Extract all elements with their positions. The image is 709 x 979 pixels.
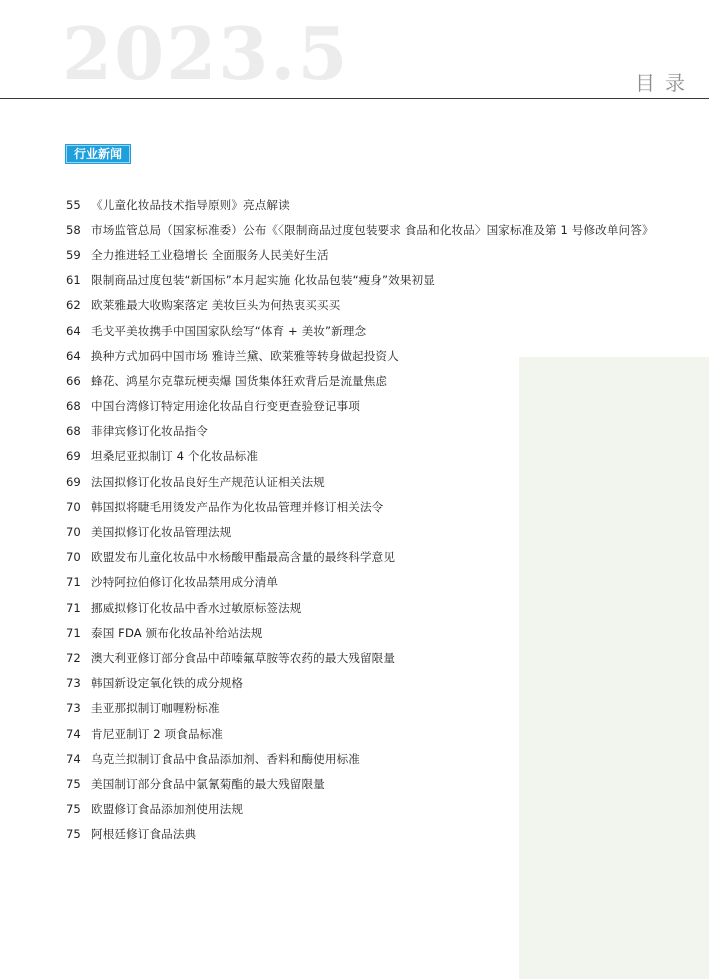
- toc-item-title: 韩国拟将睫毛用烫发产品作为化妆品管理并修订相关法令: [91, 499, 384, 514]
- toc-item[interactable]: [66, 545, 686, 570]
- toc-item-title: 限制商品过度包装“新国标”本月起实施 化妆品包装“瘦身”效果初显: [91, 273, 435, 288]
- toc-item[interactable]: [66, 570, 686, 595]
- toc-item-title: 挪威拟修订化妆品中香水过敏原标签法规: [91, 600, 302, 615]
- toc-item[interactable]: [66, 620, 686, 645]
- toc-page-number: 55: [66, 197, 81, 212]
- toc-item[interactable]: [66, 444, 686, 469]
- toc-page-number: 70: [66, 550, 81, 565]
- toc-item[interactable]: [66, 645, 686, 670]
- toc-page-number: 75: [66, 827, 81, 842]
- toc-item[interactable]: [66, 343, 686, 368]
- toc-list: [66, 192, 686, 847]
- page-title: 目录: [635, 71, 695, 95]
- toc-item-title: 泰国 FDA 颁布化妆品补给站法规: [91, 625, 263, 640]
- toc-item[interactable]: [66, 293, 686, 318]
- toc-page-number: 74: [66, 726, 81, 741]
- toc-page-number: 58: [66, 222, 81, 237]
- toc-page-number: 75: [66, 776, 81, 791]
- toc-item[interactable]: [66, 268, 686, 293]
- toc-page-number: 71: [66, 625, 81, 640]
- toc-page-number: 74: [66, 751, 81, 766]
- toc-page-number: 68: [66, 424, 81, 439]
- toc-item-title: 法国拟修订化妆品良好生产规范认证相关法规: [91, 474, 325, 489]
- toc-item[interactable]: [66, 721, 686, 746]
- toc-page-number: 61: [66, 273, 81, 288]
- toc-item-title: 美国拟修订化妆品管理法规: [91, 525, 232, 540]
- toc-page-number: 73: [66, 701, 81, 716]
- toc-item[interactable]: [66, 822, 686, 847]
- toc-page-number: 69: [66, 474, 81, 489]
- toc-page-number: 64: [66, 348, 81, 363]
- toc-page-number: 66: [66, 373, 81, 388]
- toc-item-title: 中国台湾修订特定用途化妆品自行变更查验登记事项: [91, 399, 360, 414]
- toc-item[interactable]: [66, 519, 686, 544]
- toc-item[interactable]: [66, 242, 686, 267]
- toc-item[interactable]: [66, 771, 686, 796]
- toc-page-number: 72: [66, 650, 81, 665]
- toc-item-title: 美国制订部分食品中氯氰菊酯的最大残留限量: [91, 776, 325, 791]
- toc-item[interactable]: [66, 746, 686, 771]
- toc-page-number: 62: [66, 298, 81, 313]
- toc-item-title: 圭亚那拟制订咖喱粉标准: [91, 701, 220, 716]
- toc-item-title: 换种方式加码中国市场 雅诗兰黛、欧莱雅等转身做起投资人: [91, 348, 399, 363]
- header-divider: [0, 98, 709, 99]
- toc-page-number: 70: [66, 499, 81, 514]
- toc-item-title: 《儿童化妆品技术指导原则》亮点解读: [91, 197, 290, 212]
- toc-item-title: 毛戈平美妆携手中国国家队绘写“体育 + 美妆”新理念: [91, 323, 367, 338]
- toc-item[interactable]: [66, 595, 686, 620]
- toc-item-title: 菲律宾修订化妆品指令: [91, 424, 208, 439]
- toc-item-title: 欧莱雅最大收购案落定 美妆巨头为何热衷买买买: [91, 298, 341, 313]
- toc-item-title: 蜂花、鸿星尔克靠玩梗卖爆 国货集体狂欢背后是流量焦虑: [91, 373, 388, 388]
- toc-page-number: 70: [66, 525, 81, 540]
- toc-item-title: 阿根廷修订食品法典: [91, 827, 197, 842]
- toc-item[interactable]: [66, 368, 686, 393]
- toc-item-title: 欧盟修订食品添加剂使用法规: [91, 802, 244, 817]
- toc-item[interactable]: [66, 494, 686, 519]
- toc-item[interactable]: [66, 394, 686, 419]
- issue-year: 2023.5: [62, 11, 350, 96]
- toc-item[interactable]: [66, 797, 686, 822]
- toc-item-title: 韩国新设定氧化铁的成分规格: [91, 676, 244, 691]
- toc-item-title: 全力推进轻工业稳增长 全面服务人民美好生活: [91, 247, 329, 262]
- toc-page-number: 69: [66, 449, 81, 464]
- toc-item-title: 乌克兰拟制订食品中食品添加剂、香料和酶使用标准: [91, 751, 360, 766]
- toc-item-title: 肯尼亚制订 2 项食品标准: [91, 726, 223, 741]
- toc-item[interactable]: [66, 318, 686, 343]
- toc-item[interactable]: [66, 671, 686, 696]
- toc-page-number: 75: [66, 802, 81, 817]
- toc-item[interactable]: [66, 217, 686, 242]
- toc-page-number: 73: [66, 676, 81, 691]
- toc-item[interactable]: [66, 419, 686, 444]
- toc-page-number: 64: [66, 323, 81, 338]
- section-tag-industry-news: 行业新闻: [66, 145, 130, 163]
- toc-item-title: 澳大利亚修订部分食品中茚嗪氟草胺等农药的最大残留限量: [91, 650, 396, 665]
- toc-item[interactable]: [66, 192, 686, 217]
- toc-page-number: 68: [66, 399, 81, 414]
- toc-item-title: 沙特阿拉伯修订化妆品禁用成分清单: [91, 575, 279, 590]
- toc-item[interactable]: [66, 469, 686, 494]
- toc-item-title: 坦桑尼亚拟制订 4 个化妆品标准: [91, 449, 259, 464]
- toc-item[interactable]: [66, 696, 686, 721]
- toc-item-title: 市场监管总局（国家标准委）公布《〈限制商品过度包装要求 食品和化妆品〉国家标准及第 1 号修改单问答》: [91, 222, 654, 237]
- toc-page-number: 59: [66, 247, 81, 262]
- toc-page-number: 71: [66, 575, 81, 590]
- toc-page-number: 71: [66, 600, 81, 615]
- toc-item-title: 欧盟发布儿童化妆品中水杨酸甲酯最高含量的最终科学意见: [91, 550, 396, 565]
